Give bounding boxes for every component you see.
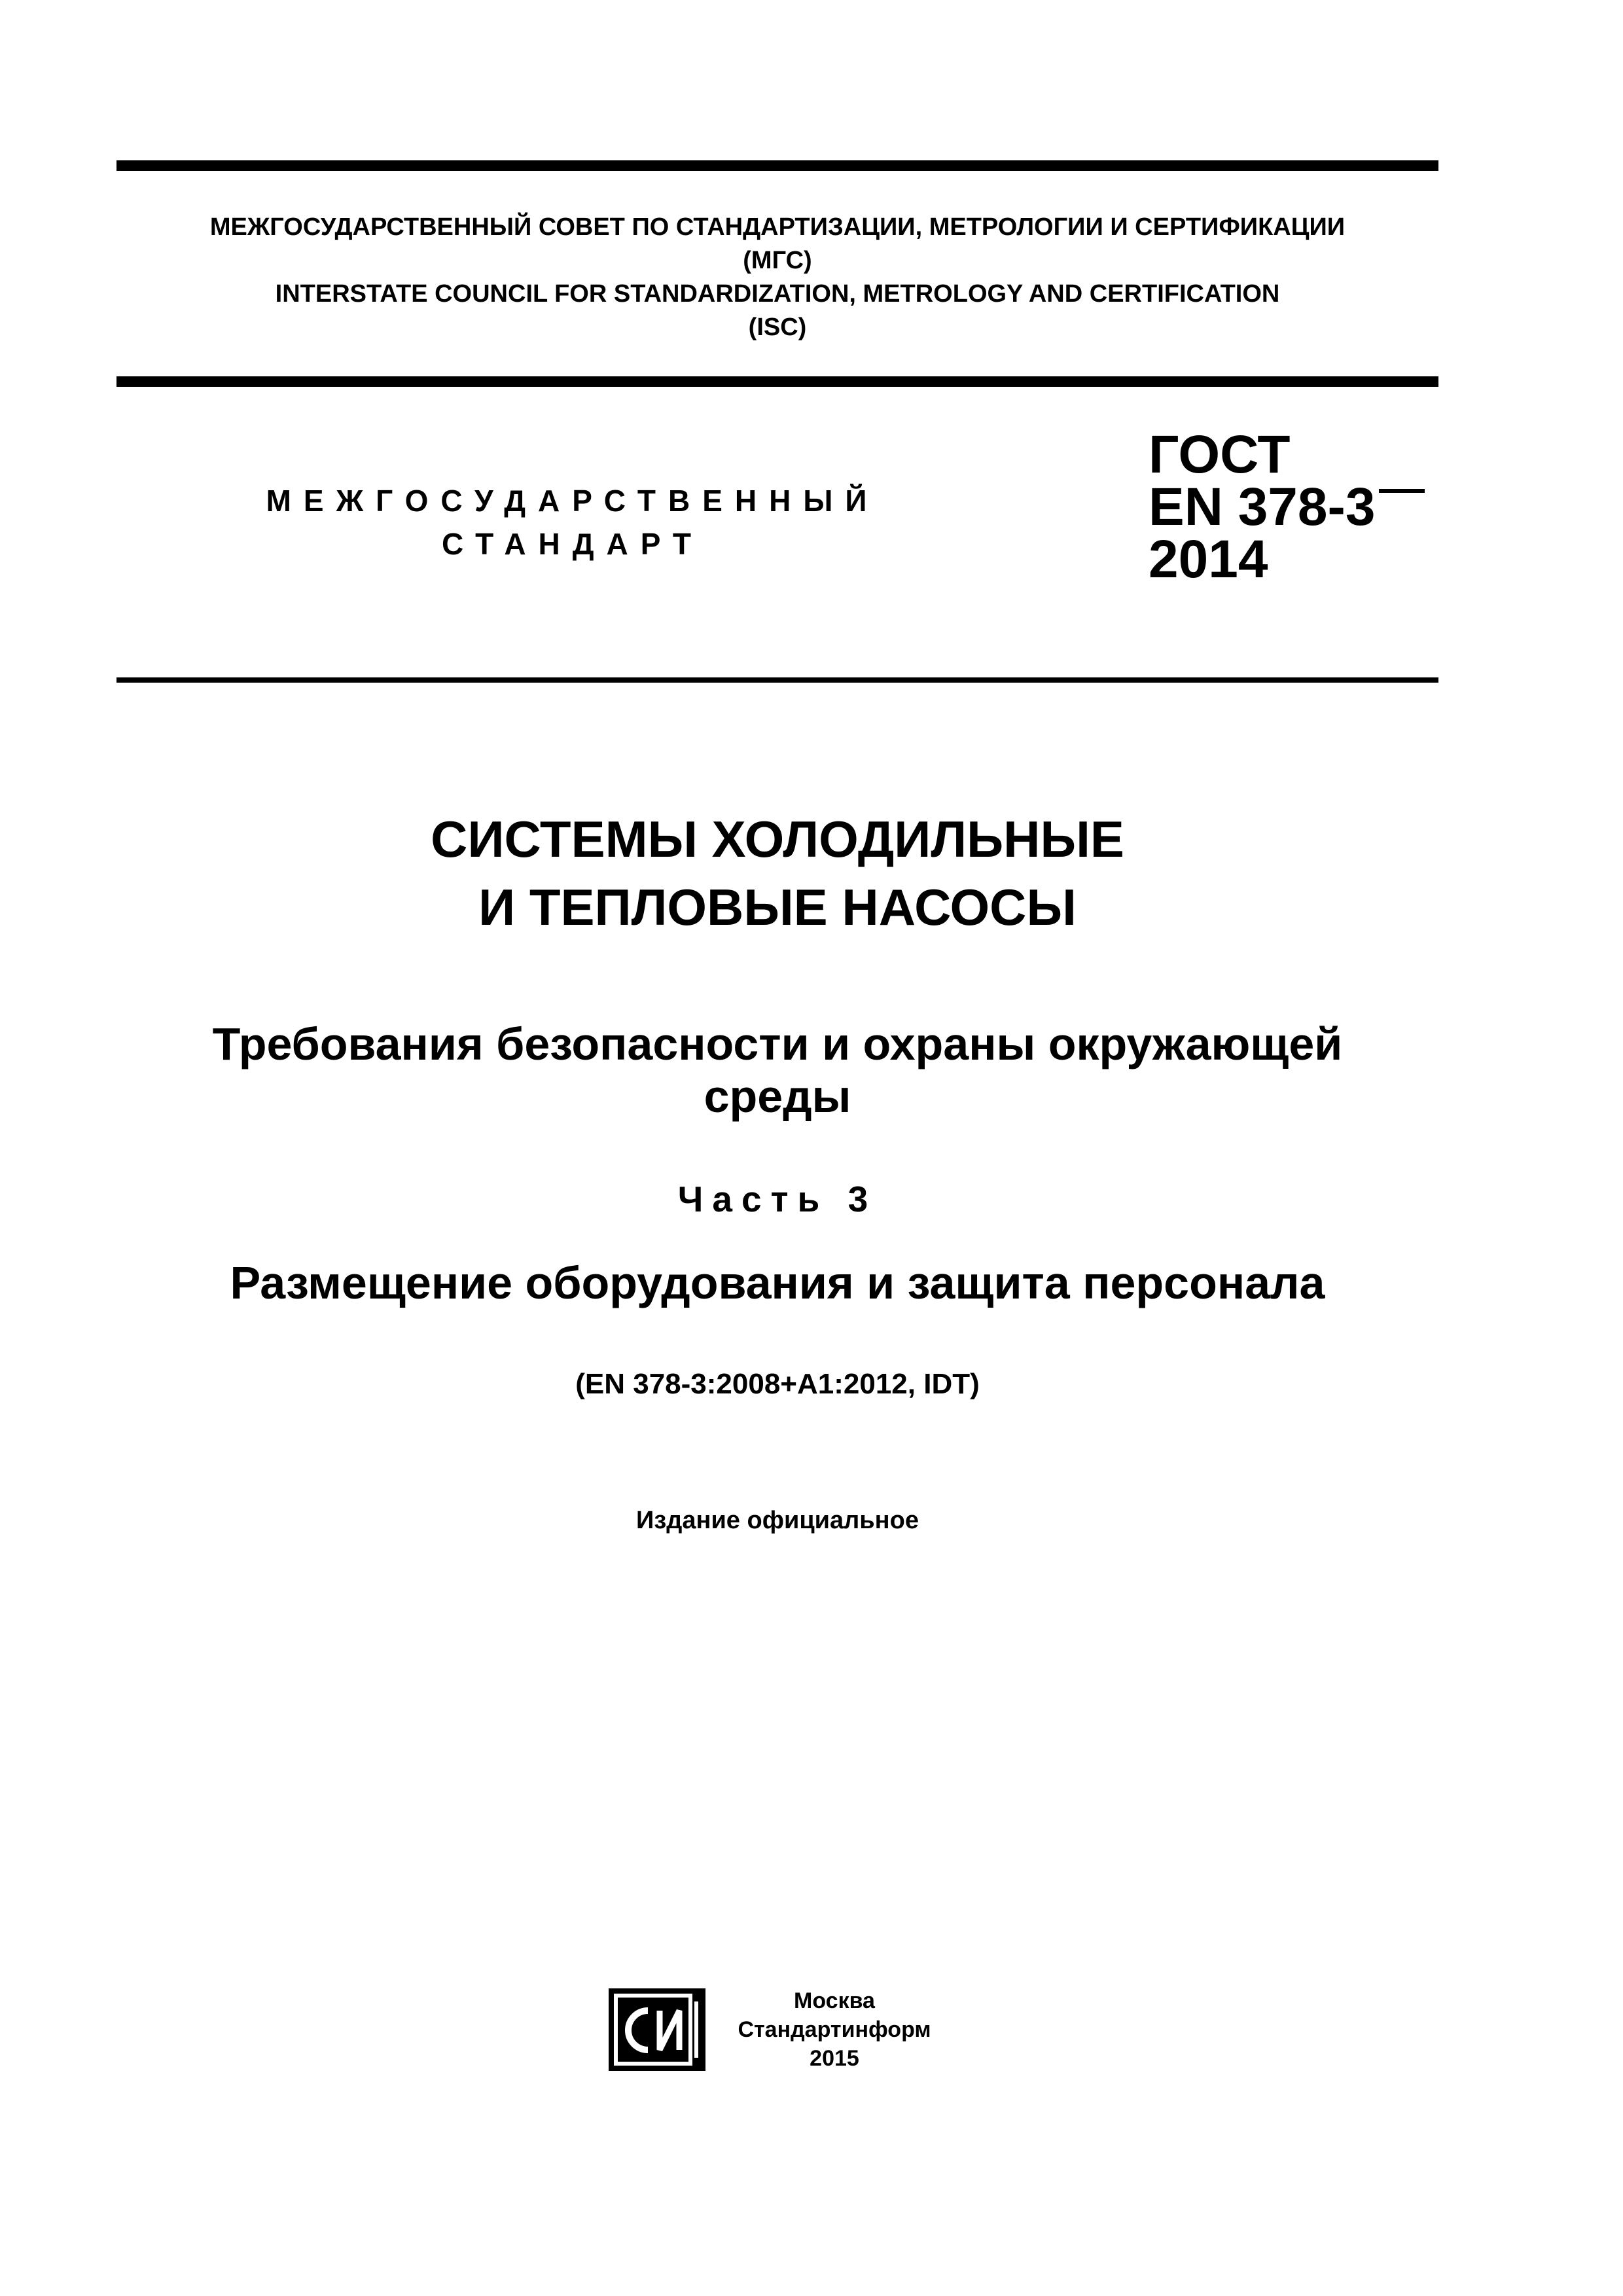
- main-title-line1: СИСТЕМЫ ХОЛОДИЛЬНЫЕ: [431, 810, 1124, 868]
- publisher-city: Москва: [794, 1988, 875, 2013]
- top-rule: [116, 160, 1438, 171]
- designation-gost: ГОСТ: [1149, 425, 1291, 484]
- subtitle: [116, 1018, 1438, 1122]
- standard-type: [196, 479, 949, 565]
- subtitle-line1: Требования безопасности и охраны окружающей: [212, 1018, 1343, 1069]
- reference-standard: (EN 378-3:2008+A1:2012, IDT): [575, 1368, 980, 1400]
- subtitle-line2: среды: [704, 1071, 851, 1122]
- council-name-en: INTERSTATE COUNCIL FOR STANDARDIZATION, METROLOGY AND CERTIFICATION: [275, 280, 1280, 308]
- council-name-ru: МЕЖГОСУДАРСТВЕННЫЙ СОВЕТ ПО СТАНДАРТИЗАЦИИ, МЕТРОЛОГИИ И СЕРТИФИКАЦИИ: [209, 213, 1346, 241]
- standard-type-line2: СТАНДАРТ: [442, 527, 704, 561]
- standartinform-logo-icon: [609, 1988, 705, 2071]
- publisher-year: 2015: [810, 2046, 859, 2071]
- designation-number: EN 378-3: [1149, 477, 1376, 537]
- council-abbr-en: (ISC): [748, 314, 807, 341]
- main-title-line2: И ТЕПЛОВЫЕ НАСОСЫ: [478, 878, 1077, 936]
- council-abbr-ru: (МГС): [743, 247, 812, 274]
- edition-label: Издание официальное: [636, 1507, 919, 1534]
- designation-number-row: [1149, 477, 1425, 537]
- council-bottom-rule: [116, 376, 1438, 387]
- publisher-name: Стандартинформ: [738, 2017, 931, 2042]
- header-bottom-rule: [116, 677, 1438, 683]
- part-title: Размещение оборудования и защита персонала: [230, 1257, 1325, 1308]
- standard-designation: [1149, 425, 1425, 589]
- designation-year: 2014: [1149, 529, 1268, 589]
- standard-type-line1: МЕЖГОСУДАРСТВЕННЫЙ: [266, 484, 880, 518]
- part-number: Часть 3: [677, 1179, 878, 1219]
- council-header: [116, 211, 1438, 344]
- designation-dash: [1379, 489, 1425, 493]
- publisher-info: [707, 1986, 962, 2073]
- main-title: [116, 805, 1438, 941]
